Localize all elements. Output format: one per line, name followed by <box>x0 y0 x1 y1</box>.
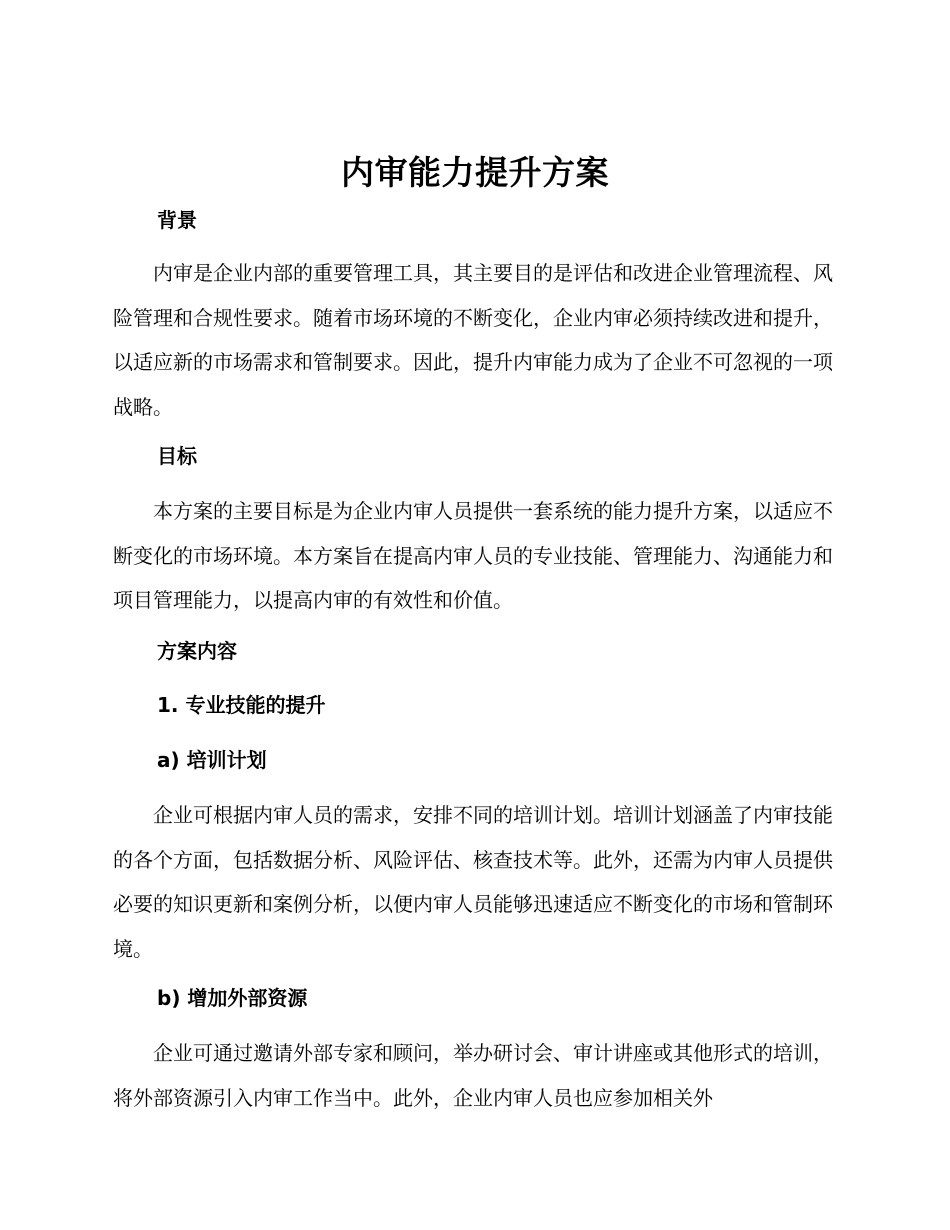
document-title: 内审能力提升方案 <box>341 153 609 192</box>
section-heading-goal: 目标 <box>157 444 197 468</box>
section-heading-content: 方案内容 <box>157 639 237 663</box>
paragraph-goal: 本方案的主要目标是为企业内审人员提供一套系统的能力提升方案，以适应不断变化的市场环境。本方案旨在提高内审人员的专业技能、管理能力、沟通能力和项目管理能力，以提高内审的有效性和价值。 <box>113 499 833 612</box>
subsection-heading-training-plan: a) 培训计划 <box>157 748 267 772</box>
subsection-heading-professional-skills: 1. 专业技能的提升 <box>157 693 326 717</box>
subsection-heading-external-resources: b) 增加外部资源 <box>157 986 308 1010</box>
paragraph-training-plan: 企业可根据内审人员的需求，安排不同的培训计划。培训计划涵盖了内审技能的各个方面，包括数据分析、风险评估、核查技术等。此外，还需为内审人员提供必要的知识更新和案例分析，以便内审人员能够迅速适应不断变化的市场和管制环境。 <box>113 803 833 961</box>
paragraph-background: 内审是企业内部的重要管理工具，其主要目的是评估和改进企业管理流程、风险管理和合规性要求。随着市场环境的不断变化，企业内审必须持续改进和提升，以适应新的市场需求和管制要求。因此，提升内审能力成为了企业不可忽视的一项战略。 <box>113 261 833 419</box>
section-heading-background: 背景 <box>157 208 197 232</box>
paragraph-external-resources: 企业可通过邀请外部专家和顾问，举办研讨会、审计讲座或其他形式的培训，将外部资源引入内审工作当中。此外，企业内审人员也应参加相关外 <box>113 1041 833 1110</box>
